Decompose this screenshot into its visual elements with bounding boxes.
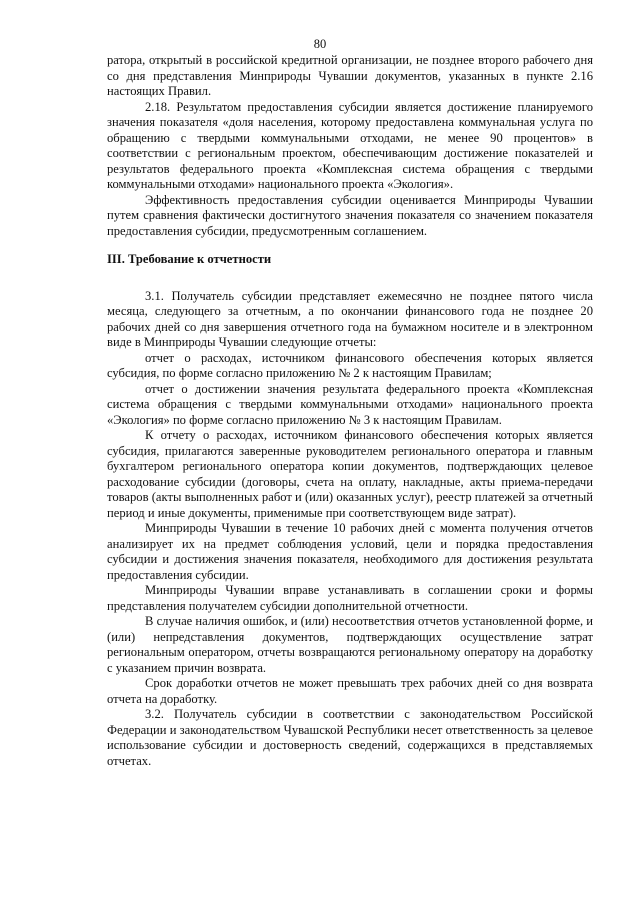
paragraph: 2.18. Результатом предоставления субсидии является достижение планируемого значения показателя «доля населения, которому предоставлена коммунальная услуга по обращению с твердыми коммунальными отходами, не менее 90 процентов» в соответствии с региональным проектом, обеспечивающим достижение показателей и результатов федерального проекта «Комплексная система обращения с твердыми коммунальными отходами» национального проекта «Экология». <box>107 99 593 191</box>
section-3-body <box>107 289 593 770</box>
section-heading: III. Требование к отчетности <box>107 252 272 266</box>
paragraph: Минприроды Чувашии вправе устанавливать в соглашении сроки и формы представления получателем субсидии дополнительной отчетности. <box>107 583 593 613</box>
page-number: 80 <box>313 37 327 51</box>
paragraph: отчет о расходах, источником финансового обеспечения которых является субсидия, по форме согласно приложению № 2 к настоящим Правилам; <box>107 350 593 380</box>
section-2-continuation <box>107 53 593 239</box>
paragraph: Срок доработки отчетов не может превышать трех рабочих дней со дня возврата отчета на доработку. <box>107 676 593 706</box>
paragraph: Эффективность предоставления субсидии оценивается Минприроды Чувашии путем сравнения фактически достигнутого значения показателя со значением показателя предоставления субсидии, предусмотренным соглашением. <box>107 192 593 238</box>
paragraph: К отчету о расходах, источником финансового обеспечения которых является субсидия, прилагаются заверенные руководителем регионального оператора и главным бухгалтером регионального оператора копии документов, подтверждающих целевое расходование субсидии (договоры, счета на оплату, накладные, акты приема-передачи товаров (акты выполненных работ и (или) оказанных услуг), реестр платежей за отчетный период и иные документы, применимые при соответствующем виде затрат). <box>107 428 593 520</box>
paragraph: ратора, открытый в российской кредитной организации, не позднее второго рабочего дня со дня представления Минприроды Чувашии документов, указанных в пункте 2.16 настоящих Правил. <box>107 53 593 98</box>
paragraph: 3.1. Получатель субсидии представляет ежемесячно не позднее пятого числа месяца, следующего за отчетным, а по окончании финансового года не позднее 20 рабочих дней со дня завершения отчетного года на бумажном носителе и в электронном виде в Минприроды Чувашии следующие отчеты: <box>107 288 593 349</box>
paragraph: В случае наличия ошибок, и (или) несоответствия отчетов установленной форме, и (или) непредставления документов, подтверждающих осуществление затрат региональным оператором, отчеты возвращаются региональному оператору на доработку с указанием причин возврата. <box>107 614 593 675</box>
document-body <box>107 53 593 769</box>
paragraph: Минприроды Чувашии в течение 10 рабочих дней с момента получения отчетов анализирует их на предмет соблюдения условий, цели и порядка предоставления субсидии и достижения значения показателя, необходимого для достижения результата предоставления субсидии. <box>107 521 593 582</box>
paragraph: 3.2. Получатель субсидии в соответствии с законодательством Российской Федерации и законодательством Чувашской Республики несет ответственность за целевое использование субсидии и достоверность сведений, содержащихся в представляемых отчетах. <box>107 707 593 768</box>
paragraph: отчет о достижении значения результата федерального проекта «Комплексная система обращения с твердыми коммунальными отходами» национального проекта «Экология» по форме согласно приложению № 3 к настоящим Правилам. <box>107 381 593 427</box>
